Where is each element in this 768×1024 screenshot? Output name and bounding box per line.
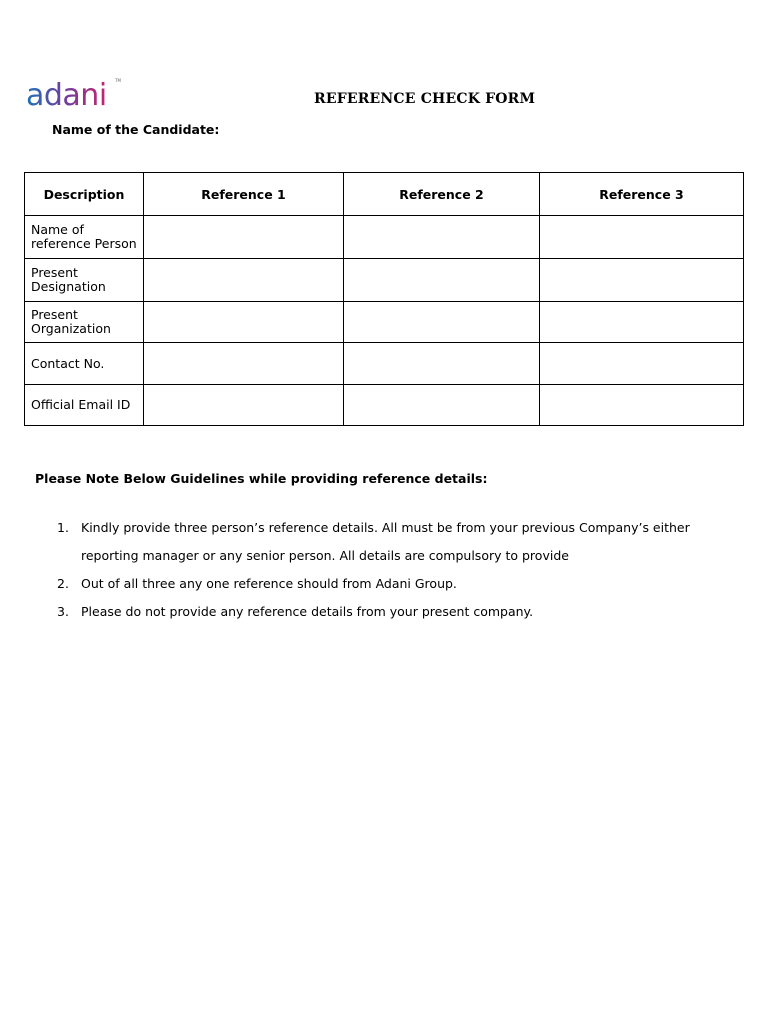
header-description: Description <box>25 173 144 216</box>
reference-1-name-cell[interactable] <box>144 216 344 259</box>
row-label-organization: Present Organization <box>25 302 144 343</box>
row-label-reference-person: Name of reference Person <box>25 216 144 259</box>
reference-3-name-cell[interactable] <box>540 216 744 259</box>
list-item-number: 3. <box>57 604 69 619</box>
list-item <box>57 570 737 598</box>
list-item-text: Out of all three any one reference should from Adani Group. <box>81 576 457 591</box>
reference-2-email-cell[interactable] <box>344 385 540 426</box>
logo-trademark: TM <box>115 78 121 83</box>
reference-3-email-cell[interactable] <box>540 385 744 426</box>
row-label-email: Official Email ID <box>25 385 144 426</box>
reference-2-name-cell[interactable] <box>344 216 540 259</box>
reference-3-contact-cell[interactable] <box>540 343 744 385</box>
reference-1-designation-cell[interactable] <box>144 259 344 302</box>
row-label-contact: Contact No. <box>25 343 144 385</box>
reference-1-contact-cell[interactable] <box>144 343 344 385</box>
list-item <box>57 514 737 570</box>
candidate-name-label: Name of the Candidate: <box>52 122 220 137</box>
adani-logo <box>26 74 126 110</box>
header-reference-3: Reference 3 <box>540 173 744 216</box>
reference-2-contact-cell[interactable] <box>344 343 540 385</box>
reference-2-designation-cell[interactable] <box>344 259 540 302</box>
guidelines-heading: Please Note Below Guidelines while providing reference details: <box>35 471 488 486</box>
table-row <box>25 259 744 302</box>
row-label-designation: Present Designation <box>25 259 144 302</box>
list-item-number: 1. <box>57 520 69 535</box>
table-row <box>25 216 744 259</box>
table-row <box>25 385 744 426</box>
list-item-number: 2. <box>57 576 69 591</box>
header-reference-1: Reference 1 <box>144 173 344 216</box>
list-item-text: Kindly provide three person’s reference details. All must be from your previous Company’s either reporting manager or any senior person. All details are compulsory to provide <box>81 520 690 563</box>
table-row <box>25 343 744 385</box>
table-row <box>25 302 744 343</box>
guidelines-list <box>57 514 737 626</box>
reference-table <box>24 172 744 426</box>
list-item-text: Please do not provide any reference details from your present company. <box>81 604 534 619</box>
reference-3-organization-cell[interactable] <box>540 302 744 343</box>
logo-wordmark: adani <box>26 78 107 110</box>
table-header-row <box>25 173 744 216</box>
page-title: REFERENCE CHECK FORM <box>314 91 536 107</box>
header-reference-2: Reference 2 <box>344 173 540 216</box>
reference-1-email-cell[interactable] <box>144 385 344 426</box>
reference-2-organization-cell[interactable] <box>344 302 540 343</box>
reference-1-organization-cell[interactable] <box>144 302 344 343</box>
reference-3-designation-cell[interactable] <box>540 259 744 302</box>
list-item <box>57 598 737 626</box>
